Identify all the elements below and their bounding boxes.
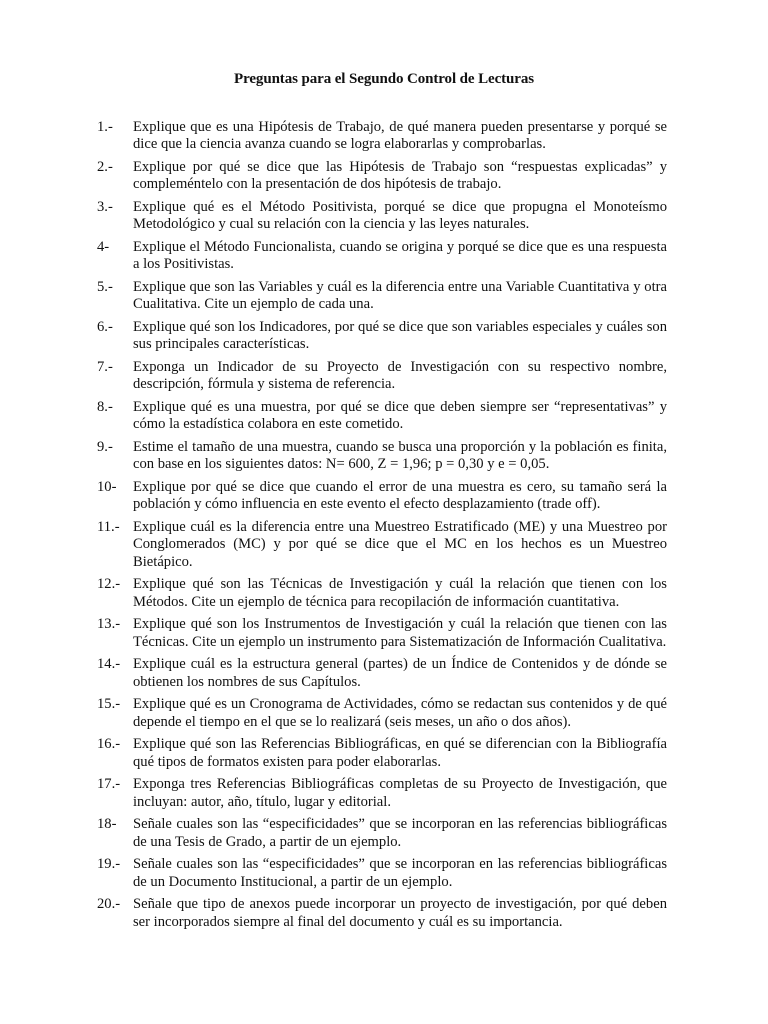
- question-8: [97, 399, 667, 434]
- questions-list: [97, 119, 667, 936]
- question-number: 6.-: [97, 319, 113, 335]
- question-text: Explique por qué se dice que las Hipótesis de Trabajo son “respuestas explicadas” y compleméntelo con la presentación de dos hipótesis de trabajo.: [133, 159, 667, 193]
- question-10: [97, 479, 667, 514]
- question-6: [97, 319, 667, 354]
- question-text: Explique qué es el Método Positivista, porqué se dice que propugna el Monoteísmo Metodológico y cual su relación con la ciencia y las leyes naturales.: [133, 199, 667, 233]
- question-16: [97, 736, 667, 771]
- question-9: [97, 439, 667, 474]
- question-17: [97, 776, 667, 811]
- question-text: Explique por qué se dice que cuando el error de una muestra es cero, su tamaño será la población y cómo influencia en este evento el efecto desplazamiento (trade off).: [133, 479, 667, 513]
- question-text: Explique qué es una muestra, por qué se dice que deben siempre ser “representativas” y cómo la estadística colabora en este cometido.: [133, 399, 667, 433]
- question-text: Explique qué son los Instrumentos de Investigación y cuál la relación que tienen con las Técnicas. Cite un ejemplo un instrumento para Sistematización de Información Cualitativa.: [133, 616, 667, 650]
- question-number: 17.-: [97, 776, 121, 793]
- question-number: 2.-: [97, 159, 113, 175]
- question-number: 3.-: [97, 199, 113, 215]
- question-18: [97, 816, 667, 851]
- question-text: Explique cuál es la estructura general (partes) de un Índice de Contenidos y de dónde se obtienen los nombres de sus Capítulos.: [133, 656, 667, 690]
- question-text: Explique qué es un Cronograma de Actividades, cómo se redactan sus contenidos y de qué depende el tiempo en el que se lo realizará (seis meses, un año o dos años).: [133, 696, 667, 730]
- question-number: 14.-: [97, 656, 121, 673]
- question-number: 1.-: [97, 119, 113, 135]
- question-text: Señale cuales son las “especificidades” que se incorporan en las referencias bibliográficas de una Tesis de Grado, a partir de un ejemplo.: [133, 816, 667, 850]
- question-text: Señale cuales son las “especificidades” que se incorporan en las referencias bibliográficas de un Documento Institucional, a partir de un ejemplo.: [133, 856, 667, 890]
- question-number: 4-: [97, 239, 110, 255]
- question-15: [97, 696, 667, 731]
- question-text: Estime el tamaño de una muestra, cuando se busca una proporción y la población es finita, con base en los siguientes datos: N= 600, Z = 1,96; p = 0,30 y e = 0,05.: [133, 439, 667, 473]
- question-number: 19.-: [97, 856, 121, 873]
- question-text: Exponga un Indicador de su Proyecto de Investigación con su respectivo nombre, descripción, fórmula y sistema de referencia.: [133, 359, 667, 393]
- question-4: [97, 239, 667, 274]
- question-text: Exponga tres Referencias Bibliográficas completas de su Proyecto de Investigación, que incluyan: autor, año, título, lugar y editorial.: [133, 776, 667, 810]
- question-number: 10-: [97, 479, 117, 495]
- question-19: [97, 856, 667, 891]
- question-number: 5.-: [97, 279, 113, 295]
- question-14: [97, 656, 667, 691]
- question-7: [97, 359, 667, 394]
- question-1: [97, 119, 667, 154]
- question-number: 11.-: [97, 519, 120, 535]
- question-number: 8.-: [97, 399, 113, 415]
- question-3: [97, 199, 667, 234]
- question-5: [97, 279, 667, 314]
- question-number: 16.-: [97, 736, 121, 753]
- question-text: Explique cuál es la diferencia entre una Muestreo Estratificado (ME) y una Muestreo por Conglomerados (MC) y por qué se dice que el MC en los hechos es un Muestreo Bietápico.: [133, 519, 667, 570]
- page-title: Preguntas para el Segundo Control de Lecturas: [234, 71, 534, 87]
- question-number: 12.-: [97, 576, 121, 593]
- question-number: 13.-: [97, 616, 121, 633]
- question-2: [97, 159, 667, 194]
- question-11: [97, 519, 667, 571]
- question-number: 9.-: [97, 439, 113, 455]
- question-12: [97, 576, 667, 611]
- question-20: [97, 896, 667, 931]
- question-number: 20.-: [97, 896, 121, 913]
- question-text: Explique que son las Variables y cuál es la diferencia entre una Variable Cuantitativa y otra Cualitativa. Cite un ejemplo de cada una.: [133, 279, 667, 313]
- question-number: 18-: [97, 816, 117, 833]
- question-text: Señale que tipo de anexos puede incorporar un proyecto de investigación, por qué deben ser incorporados siempre al final del documento y cuál es su importancia.: [133, 896, 667, 930]
- question-number: 15.-: [97, 696, 121, 713]
- question-text: Explique qué son los Indicadores, por qué se dice que son variables especiales y cuáles son sus principales características.: [133, 319, 667, 353]
- question-13: [97, 616, 667, 651]
- question-text: Explique qué son las Técnicas de Investigación y cuál la relación que tienen con los Métodos. Cite un ejemplo de técnica para recopilación de información cuantitativa.: [133, 576, 667, 610]
- question-text: Explique qué son las Referencias Bibliográficas, en qué se diferencian con la Bibliografía qué tipos de formatos existen para poder elaborarlas.: [133, 736, 667, 770]
- question-text: Explique que es una Hipótesis de Trabajo, de qué manera pueden presentarse y porqué se dice que la ciencia avanza cuando se logra elaborarlas y comprobarlas.: [133, 119, 667, 153]
- question-number: 7.-: [97, 359, 113, 375]
- question-text: Explique el Método Funcionalista, cuando se origina y porqué se dice que es una respuesta a los Positivistas.: [133, 239, 667, 273]
